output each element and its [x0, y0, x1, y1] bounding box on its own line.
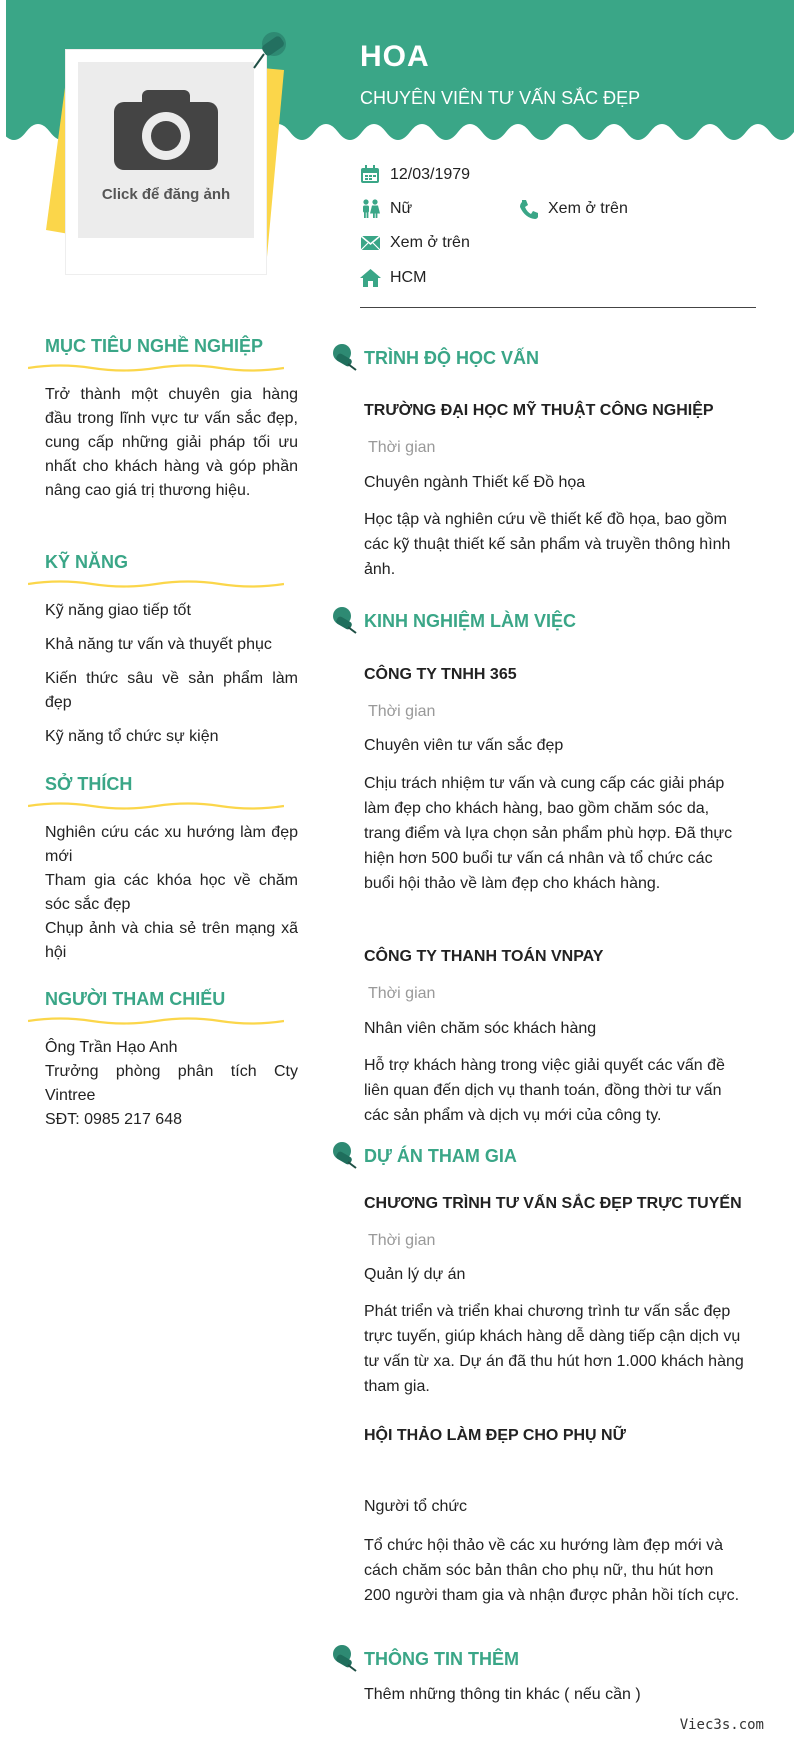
entry-time-label: Thời gian [368, 985, 436, 1002]
contact-gender [360, 198, 412, 220]
experience-entry [364, 666, 744, 684]
skill-item: Khả năng tư vấn và thuyết phục [45, 636, 272, 653]
contact-divider [360, 307, 756, 308]
reference-phone: SĐT: 0985 217 648 [45, 1111, 182, 1128]
references-underline [28, 1016, 284, 1026]
hobbies-section [28, 774, 298, 965]
photo-placeholder[interactable] [78, 62, 254, 238]
pushpin-icon [328, 1140, 360, 1170]
entry-desc: Chịu trách nhiệm tư vấn và cung cấp các giải pháp làm đẹp cho khách hàng, bao gồm chăm sóc da, trang điểm và lựa chọn sản phẩm phù hợp. Đã thực hiện hơn 500 buổi tư vấn cá nhân và tổ chức các buổi hội thảo về làm đẹp cho khách hàng. [364, 775, 733, 892]
skill-item: Kỹ năng tổ chức sự kiện [45, 728, 219, 745]
extra-title: THÔNG TIN THÊM [364, 1649, 519, 1669]
pushpin-icon [328, 342, 360, 372]
skill-item: Kiến thức sâu về sản phẩm làm đẹp [45, 670, 298, 711]
candidate-name: HOA [360, 40, 430, 73]
home-icon [360, 268, 382, 288]
education-title: TRÌNH ĐỘ HỌC VẤN [364, 348, 539, 368]
entry-org: CÔNG TY TNHH 365 [364, 666, 517, 683]
entry-time [364, 1232, 744, 1250]
entry-role: Quản lý dự án [364, 1266, 466, 1283]
skills-section [28, 552, 298, 759]
pushpin-icon [246, 26, 290, 74]
entry-org: HỘI THẢO LÀM ĐẸP CHO PHỤ NỮ [364, 1427, 626, 1444]
contact-phone [518, 198, 628, 220]
entry-desc: Hỗ trợ khách hàng trong việc giải quyết các vấn đề liên quan đến dịch vụ thanh toán, đồng thời tư vấn các sản phẩm và dịch vụ mới của công ty. [364, 1057, 725, 1124]
dob-value: 12/03/1979 [390, 166, 471, 183]
reference-position: Trưởng phòng phân tích Cty Vintree [45, 1063, 298, 1104]
project-entry [364, 1427, 744, 1445]
skills-underline [28, 579, 284, 589]
experience-title: KINH NGHIỆM LÀM VIỆC [364, 611, 577, 631]
photo-frame [66, 50, 266, 274]
watermark: Viec3s.com [679, 1717, 764, 1733]
experience-entry [364, 948, 744, 966]
contact-address [360, 267, 426, 289]
skills-title: KỸ NĂNG [45, 552, 129, 572]
hobbies-underline [28, 801, 284, 811]
entry-role: Người tổ chức [364, 1498, 468, 1515]
entry-role: Nhân viên chăm sóc khách hàng [364, 1020, 597, 1037]
gender-icon [360, 199, 382, 219]
hobbies-title: SỞ THÍCH [45, 774, 133, 794]
candidate-title: CHUYÊN VIÊN TƯ VẤN SẮC ĐẸP [360, 88, 641, 108]
objective-title: MỤC TIÊU NGHỀ NGHIỆP [45, 336, 264, 356]
photo-upload[interactable] [40, 30, 300, 290]
entry-role: Chuyên viên tư vấn sắc đẹp [364, 737, 564, 754]
objective-underline [28, 363, 284, 373]
extra-text: Thêm những thông tin khác ( nếu cần ) [364, 1686, 641, 1703]
entry-desc: Phát triển và triển khai chương trình tư vấn sắc đẹp trực tuyến, giúp khách hàng dễ dàng tiếp cận dịch vụ tư vấn từ xa. Dự án đã thu hút hơn 1.000 khách hàng tham gia. [364, 1303, 744, 1395]
entry-org: TRƯỜNG ĐẠI HỌC MỸ THUẬT CÔNG NGHIỆP [364, 402, 714, 419]
pushpin-icon [328, 1643, 360, 1673]
reference-name: Ông Trần Hạo Anh [45, 1039, 178, 1056]
hobby-item: Chụp ảnh và chia sẻ trên mạng xã hội [45, 920, 298, 961]
camera-icon [78, 62, 254, 238]
address-value: HCM [390, 269, 427, 286]
entry-time [364, 985, 744, 1003]
pushpin-icon [328, 605, 360, 635]
contact-dob [360, 164, 470, 186]
phone-icon [518, 199, 540, 219]
email-value[interactable]: Xem ở trên [390, 234, 470, 251]
skill-item: Kỹ năng giao tiếp tốt [45, 602, 191, 619]
education-entry [364, 402, 744, 420]
skills-list [28, 599, 298, 749]
entry-role: Chuyên ngành Thiết kế Đồ họa [364, 474, 586, 491]
project-entry [364, 1195, 744, 1213]
entry-desc: Tổ chức hội thảo về các xu hướng làm đẹp mới và cách chăm sóc bản thân cho phụ nữ, thu hút hơn 200 người tham gia và nhận được phản hồi tích cực. [364, 1537, 740, 1604]
entry-org: CHƯƠNG TRÌNH TƯ VẤN SẮC ĐẸP TRỰC TUYẾN [364, 1195, 742, 1212]
phone-value[interactable]: Xem ở trên [548, 200, 628, 217]
objective-text: Trở thành một chuyên gia hàng đầu trong lĩnh vực tư vấn sắc đẹp, cung cấp những giải pháp tối ưu nhất cho khách hàng và góp phần nâng cao giá trị thương hiệu. [45, 386, 298, 499]
calendar-icon [360, 165, 382, 185]
references-section [28, 989, 298, 1132]
projects-title: DỰ ÁN THAM GIA [364, 1146, 517, 1166]
entry-time-label: Thời gian [368, 1232, 436, 1249]
references-title: NGƯỜI THAM CHIẾU [45, 989, 226, 1009]
hobby-item: Nghiên cứu các xu hướng làm đẹp mới [45, 824, 298, 865]
entry-org: CÔNG TY THANH TOÁN VNPAY [364, 948, 604, 965]
objective-section [28, 336, 298, 503]
hobby-item: Tham gia các khóa học về chăm sóc sắc đẹp [45, 872, 298, 913]
envelope-icon [360, 233, 382, 253]
photo-caption[interactable]: Click để đăng ảnh [101, 186, 231, 203]
gender-value: Nữ [390, 200, 413, 217]
entry-desc: Học tập và nghiên cứu về thiết kế đồ họa, bao gồm các kỹ thuật thiết kế sản phẩm và truyền thông hình ảnh. [364, 511, 731, 578]
references-text [28, 1036, 298, 1132]
entry-time-label: Thời gian [368, 439, 436, 456]
entry-time-label: Thời gian [368, 703, 436, 720]
entry-time [364, 703, 744, 721]
entry-time [364, 439, 744, 457]
contact-email [360, 232, 470, 254]
hobbies-list [28, 821, 298, 965]
